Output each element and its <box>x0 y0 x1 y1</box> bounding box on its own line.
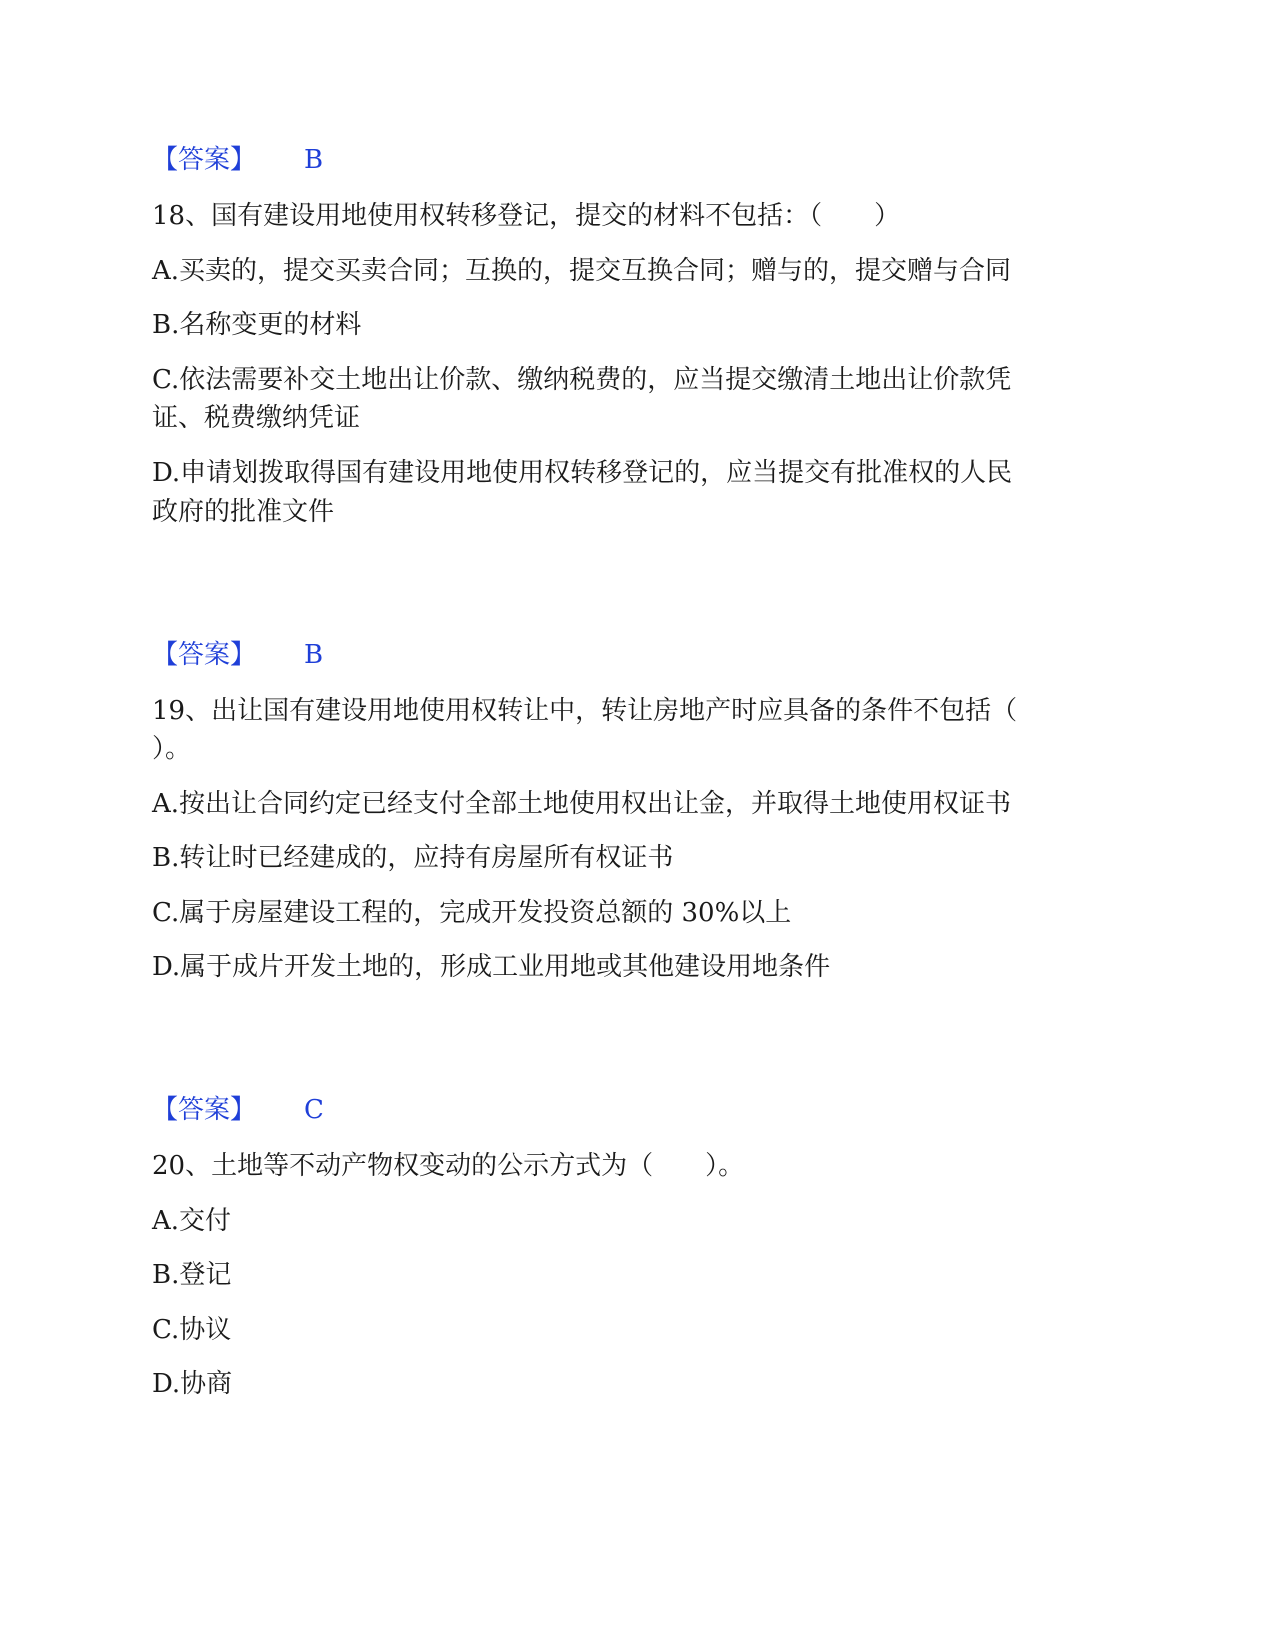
answer-line-q18 <box>152 638 323 672</box>
q20-option-a: A.交付 <box>152 1206 232 1236</box>
answer-label: 【答案】 <box>152 1095 257 1125</box>
q19-option-a: A.按出让合同约定已经支付全部土地使用权出让金，并取得土地使用权证书 <box>152 789 1012 819</box>
answer-line-q19 <box>152 1093 324 1127</box>
q18-option-d-line1: D.申请划拨取得国有建设用地使用权转移登记的，应当提交有批准权的人民 <box>152 458 1013 488</box>
answer-value: C <box>304 1095 324 1125</box>
question-19-text-line2: ）。 <box>152 734 192 764</box>
q18-option-b: B.名称变更的材料 <box>152 310 362 340</box>
q20-option-c: C.协议 <box>152 1315 232 1345</box>
answer-label: 【答案】 <box>152 640 257 670</box>
answer-line-q17 <box>152 143 323 177</box>
q20-option-d: D.协商 <box>152 1369 233 1399</box>
q18-option-a: A.买卖的，提交买卖合同；互换的，提交互换合同；赠与的，提交赠与合同 <box>152 256 1012 286</box>
q19-option-d: D.属于成片开发土地的，形成工业用地或其他建设用地条件 <box>152 952 831 982</box>
q20-option-b: B.登记 <box>152 1260 232 1290</box>
answer-value: B <box>304 640 324 670</box>
answer-value: B <box>304 145 324 175</box>
q19-option-b: B.转让时已经建成的，应持有房屋所有权证书 <box>152 843 674 873</box>
answer-label: 【答案】 <box>152 145 257 175</box>
question-20-text: 20、土地等不动产物权变动的公示方式为（ ）。 <box>152 1151 745 1181</box>
q19-option-c: C.属于房屋建设工程的，完成开发投资总额的 30%以上 <box>152 898 792 928</box>
question-18-text: 18、国有建设用地使用权转移登记，提交的材料不包括：（ ） <box>152 201 901 231</box>
q18-option-d-line2: 政府的批准文件 <box>152 497 335 527</box>
question-19-text-line1: 19、出让国有建设用地使用权转让中，转让房地产时应具备的条件不包括（ <box>152 696 1018 726</box>
q18-option-c-line1: C.依法需要补交土地出让价款、缴纳税费的，应当提交缴清土地出让价款凭 <box>152 365 1012 395</box>
q18-option-c-line2: 证、税费缴纳凭证 <box>152 403 361 433</box>
